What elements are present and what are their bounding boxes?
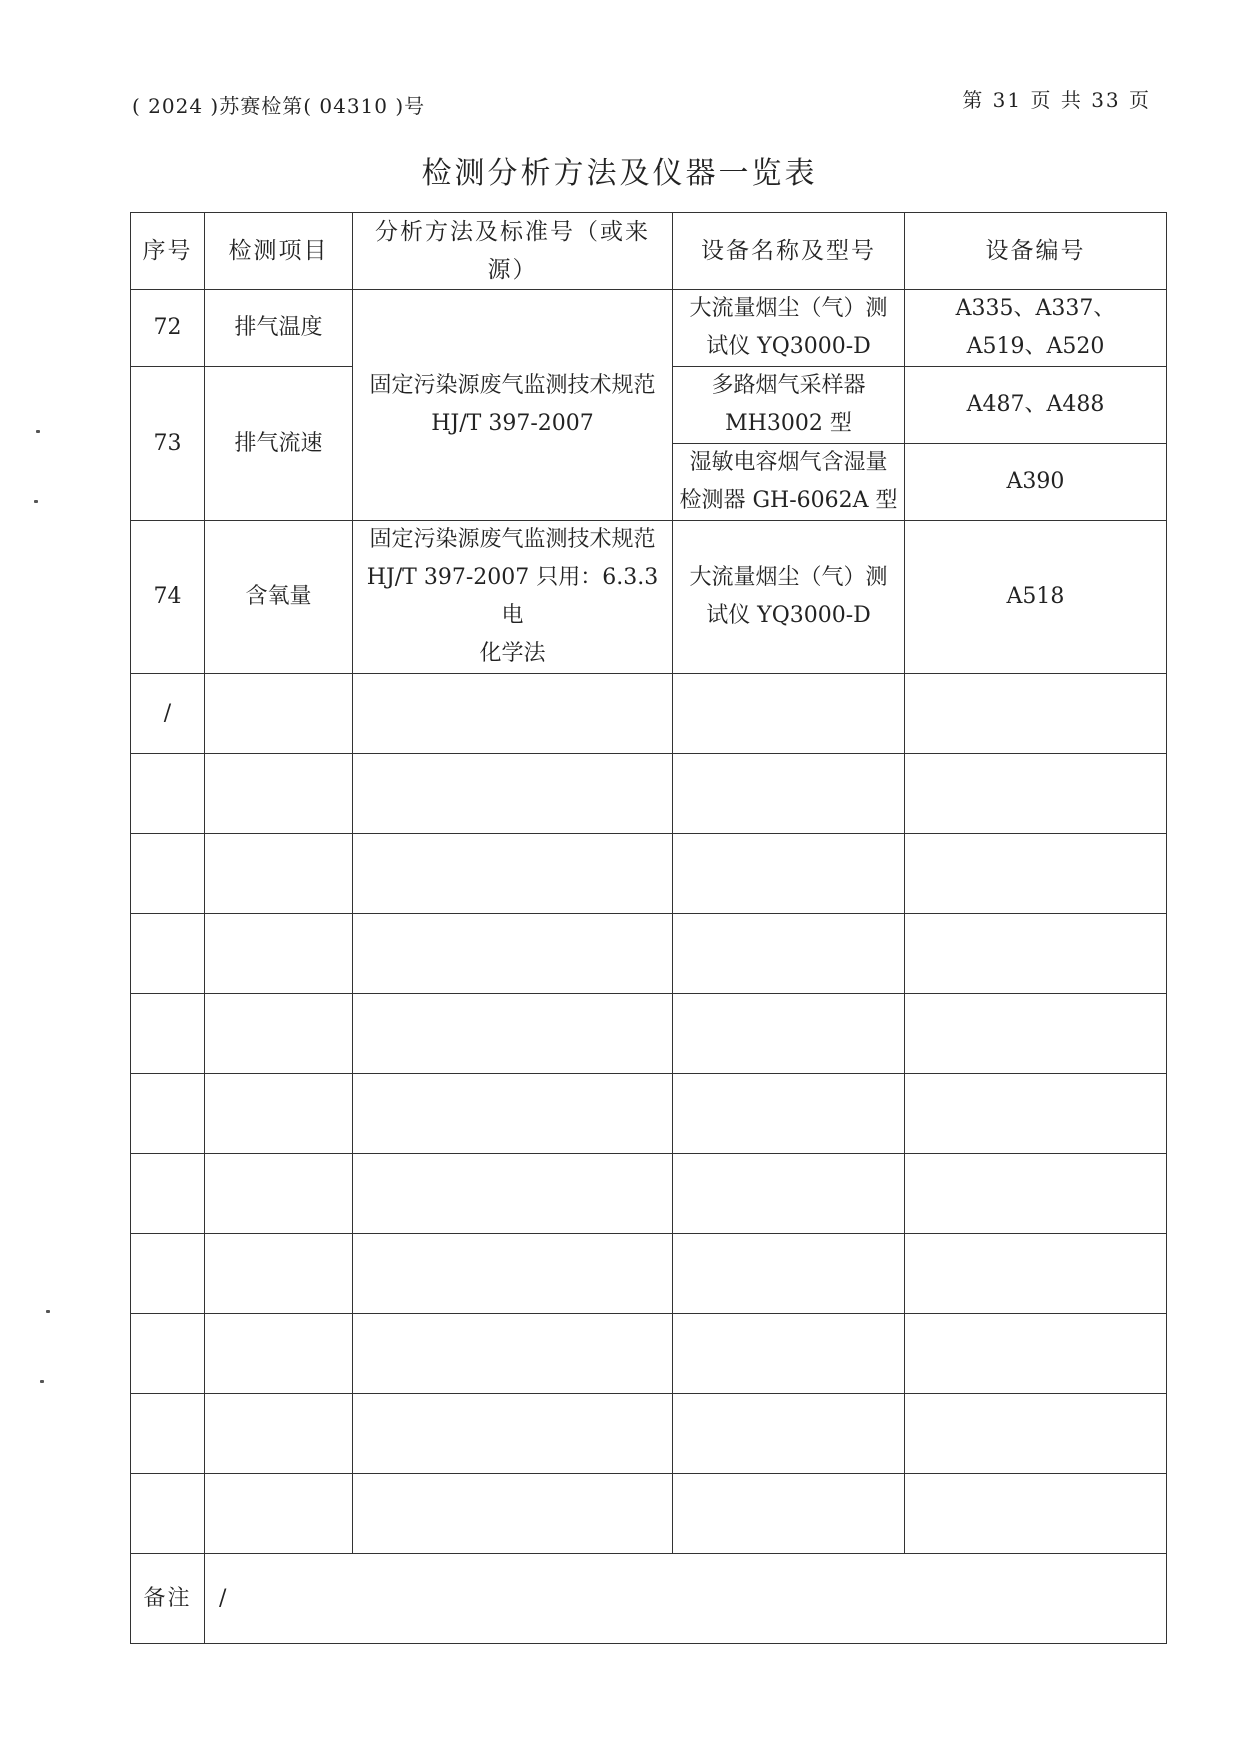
table-row: [131, 1074, 1167, 1154]
table-row: [131, 290, 1167, 367]
empty-cell: [673, 1154, 905, 1234]
empty-cell: [905, 1234, 1167, 1314]
empty-cell: [905, 1154, 1167, 1234]
device-name: 多路烟气采样器 MH3002 型: [673, 367, 905, 444]
table-header-row: [131, 213, 1167, 290]
empty-cell: [353, 1394, 673, 1474]
row-number: /: [131, 674, 205, 754]
report-number: ( 2024 )苏赛检第( 04310 )号: [132, 94, 426, 118]
scan-speck: [36, 430, 40, 433]
column-header: 设备名称及型号: [673, 213, 905, 290]
empty-cell: [205, 1234, 353, 1314]
empty-cell: [131, 994, 205, 1074]
table-row: [131, 1154, 1167, 1234]
empty-cell: [353, 1154, 673, 1234]
empty-cell: [673, 1394, 905, 1474]
page-indicator: 第 31 页 共 33 页: [962, 88, 1151, 112]
empty-cell: [353, 1474, 673, 1554]
empty-cell: [353, 834, 673, 914]
empty-cell: [131, 1074, 205, 1154]
table-row: [131, 674, 1167, 754]
empty-cell: [353, 754, 673, 834]
empty-cell: [673, 914, 905, 994]
column-header: 序号: [131, 213, 205, 290]
empty-cell: [673, 1234, 905, 1314]
empty-cell: [205, 1314, 353, 1394]
empty-cell: [131, 1154, 205, 1234]
empty-cell: [205, 914, 353, 994]
empty-cell: [205, 994, 353, 1074]
empty-cell: [353, 1234, 673, 1314]
scan-speck: [46, 1310, 50, 1313]
empty-cell: [131, 1474, 205, 1554]
empty-cell: [205, 1394, 353, 1474]
table-row: [131, 1314, 1167, 1394]
device-id: A335、A337、 A519、A520: [905, 290, 1167, 367]
empty-cell: [673, 1314, 905, 1394]
remarks-value: /: [205, 1554, 1167, 1644]
device-name: 湿敏电容烟气含湿量 检测器 GH-6062A 型: [673, 444, 905, 521]
empty-cell: [131, 834, 205, 914]
test-item: 含氧量: [205, 521, 353, 674]
empty-cell: [673, 994, 905, 1074]
table-row: [131, 994, 1167, 1074]
empty-cell: [205, 1074, 353, 1154]
empty-cell: [353, 1074, 673, 1154]
analysis-method: 固定污染源废气监测技术规范 HJ/T 397-2007: [353, 290, 673, 521]
empty-cell: [131, 754, 205, 834]
empty-cell: [905, 1474, 1167, 1554]
empty-cell: [905, 1074, 1167, 1154]
empty-cell: [353, 674, 673, 754]
scan-speck: [34, 500, 38, 503]
test-item: 排气流速: [205, 367, 353, 521]
scan-speck: [40, 1380, 44, 1383]
column-header: 设备编号: [905, 213, 1167, 290]
remarks-row: [131, 1554, 1167, 1644]
method-instrument-table: [130, 212, 1167, 1644]
empty-cell: [673, 674, 905, 754]
analysis-method: 固定污染源废气监测技术规范 HJ/T 397-2007 只用：6.3.3 电 化学法: [353, 521, 673, 674]
device-id: A390: [905, 444, 1167, 521]
empty-cell: [205, 754, 353, 834]
row-number: 74: [131, 521, 205, 674]
empty-cell: [131, 1394, 205, 1474]
empty-cell: [673, 754, 905, 834]
row-number: 72: [131, 290, 205, 367]
empty-cell: [905, 674, 1167, 754]
empty-cell: [673, 1074, 905, 1154]
empty-cell: [905, 994, 1167, 1074]
column-header: 分析方法及标准号（或来源）: [353, 213, 673, 290]
column-header: 检测项目: [205, 213, 353, 290]
empty-cell: [353, 914, 673, 994]
page-title: 检测分析方法及仪器一览表: [421, 156, 818, 191]
empty-cell: [905, 1394, 1167, 1474]
device-name: 大流量烟尘（气）测 试仪 YQ3000-D: [673, 290, 905, 367]
empty-cell: [353, 1314, 673, 1394]
table-row: [131, 1474, 1167, 1554]
test-item: 排气温度: [205, 290, 353, 367]
table-row: [131, 754, 1167, 834]
empty-cell: [673, 834, 905, 914]
empty-cell: [205, 674, 353, 754]
table-row: [131, 834, 1167, 914]
table-row: [131, 1234, 1167, 1314]
remarks-label: 备注: [131, 1554, 205, 1644]
table-row: [131, 1394, 1167, 1474]
empty-cell: [905, 914, 1167, 994]
empty-cell: [205, 1474, 353, 1554]
device-id: A487、A488: [905, 367, 1167, 444]
device-id: A518: [905, 521, 1167, 674]
empty-cell: [205, 834, 353, 914]
row-number: 73: [131, 367, 205, 521]
empty-cell: [905, 834, 1167, 914]
empty-cell: [905, 1314, 1167, 1394]
device-name: 大流量烟尘（气）测 试仪 YQ3000-D: [673, 521, 905, 674]
empty-cell: [673, 1474, 905, 1554]
empty-cell: [131, 914, 205, 994]
empty-cell: [353, 994, 673, 1074]
table-row: [131, 914, 1167, 994]
empty-cell: [131, 1314, 205, 1394]
table-row: [131, 521, 1167, 674]
empty-cell: [205, 1154, 353, 1234]
empty-cell: [905, 754, 1167, 834]
empty-cell: [131, 1234, 205, 1314]
